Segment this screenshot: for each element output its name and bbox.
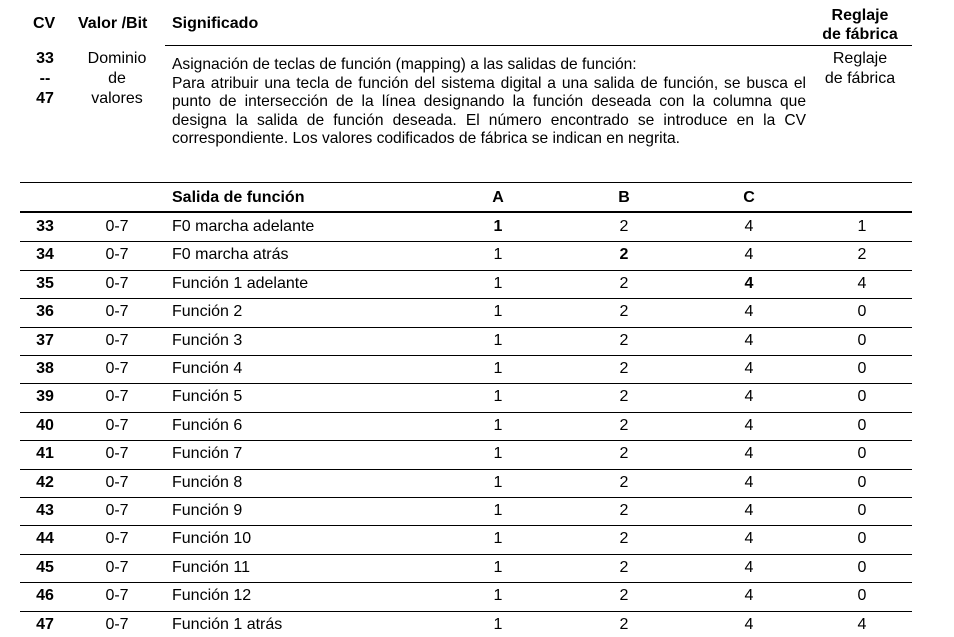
row-output-a: 1 [493,416,503,434]
row-function-name: Función 5 [172,388,243,406]
row-cv: 38 [36,360,54,377]
row-output-c: 4 [744,416,754,434]
intro-description [172,56,806,149]
row-divider [20,383,912,384]
row-divider [20,440,912,441]
row-output-c: 4 [744,473,754,491]
row-function-name: Función 1 atrás [172,615,283,633]
row-range: 0-7 [105,360,129,377]
row-factory-value: 0 [857,303,867,321]
row-range: 0-7 [105,615,129,633]
row-divider [20,355,912,356]
row-output-c: 4 [744,530,754,548]
row-function-name: Función 2 [172,303,243,321]
header-rule [165,45,912,46]
row-cv: 40 [36,416,54,434]
row-output-b: 2 [619,445,629,463]
row-function-name: Función 11 [172,558,250,576]
row-function-name: Función 3 [172,331,243,349]
row-output-a: 1 [493,587,503,605]
subheader-c: C [743,189,755,206]
subheader-salida: Salida de función [172,189,305,206]
row-output-b: 2 [619,530,629,548]
row-output-b: 2 [619,473,629,491]
intro-range-line1: Dominio [87,50,147,67]
header-reglaje-line1: Reglaje [831,7,889,24]
row-function-name: Función 12 [172,587,252,605]
row-output-c: 4 [744,587,754,605]
row-factory-value: 0 [857,530,867,548]
row-divider [20,582,912,583]
row-function-name: Función 9 [172,502,243,519]
row-function-name: F0 marcha atrás [172,246,289,264]
header-reglaje [800,6,920,44]
intro-cv-range [20,49,70,109]
row-output-b: 2 [619,218,629,235]
row-factory-value: 0 [857,473,867,491]
row-factory-value: 0 [857,388,867,406]
row-factory-value: 1 [857,218,867,235]
row-output-b: 2 [619,502,629,519]
row-output-c: 4 [744,274,754,292]
row-output-b: 2 [619,274,629,292]
row-output-a: 1 [493,388,503,406]
row-factory-value: 4 [857,274,867,292]
header-cv: CV [33,15,56,32]
row-output-c: 4 [744,303,754,321]
row-cv: 43 [36,502,54,519]
row-factory-value: 4 [857,615,867,633]
subheader-rule [20,211,912,213]
row-range: 0-7 [105,445,129,463]
row-range: 0-7 [105,530,129,548]
intro-cv-from: 33 [36,50,54,67]
intro-title: Asignación de teclas de función (mapping) a las salidas de función: [172,56,637,73]
row-output-b: 2 [619,246,629,264]
row-output-a: 1 [493,246,503,264]
row-cv: 41 [36,445,54,463]
row-range: 0-7 [105,274,129,292]
subheader-b: B [618,189,630,206]
intro-value-range [72,49,162,109]
row-output-a: 1 [493,360,503,377]
row-output-b: 2 [619,303,629,321]
row-divider [20,497,912,498]
row-function-name: Función 1 adelante [172,274,309,292]
row-output-a: 1 [493,218,503,235]
row-factory-value: 2 [857,246,867,264]
row-cv: 44 [36,530,54,548]
row-cv: 42 [36,473,54,491]
row-function-name: Función 10 [172,530,252,548]
row-output-a: 1 [493,445,503,463]
row-output-c: 4 [744,388,754,406]
row-cv: 34 [36,246,54,264]
row-output-a: 1 [493,615,503,633]
intro-range-line3: valores [91,90,143,107]
row-factory-value: 0 [857,331,867,349]
intro-rule [20,182,912,183]
row-cv: 47 [36,615,54,633]
row-range: 0-7 [105,218,129,235]
intro-cv-dash: -- [39,70,51,87]
intro-range-line2: de [108,70,126,87]
row-range: 0-7 [105,388,129,406]
row-output-a: 1 [493,331,503,349]
row-range: 0-7 [105,246,129,264]
header-significado: Significado [172,15,259,32]
row-divider [20,525,912,526]
row-output-b: 2 [619,558,629,576]
row-function-name: Función 4 [172,360,243,377]
header-reglaje-line2: de fábrica [822,26,898,43]
row-output-b: 2 [619,331,629,349]
row-cv: 36 [36,303,54,321]
row-cv: 35 [36,274,54,292]
row-output-c: 4 [744,331,754,349]
row-output-a: 1 [493,274,503,292]
row-cv: 39 [36,388,54,406]
row-factory-value: 0 [857,502,867,519]
row-range: 0-7 [105,473,129,491]
row-output-b: 2 [619,587,629,605]
row-cv: 37 [36,331,54,349]
row-output-c: 4 [744,218,754,235]
row-divider [20,241,912,242]
row-output-c: 4 [744,360,754,377]
row-output-c: 4 [744,615,754,633]
row-output-b: 2 [619,615,629,633]
row-output-c: 4 [744,502,754,519]
intro-reglaje [800,49,920,89]
row-factory-value: 0 [857,360,867,377]
row-output-a: 1 [493,502,503,519]
row-range: 0-7 [105,587,129,605]
row-output-a: 1 [493,530,503,548]
intro-body: Para atribuir una tecla de función del sistema digital a una salida de función, se busca el punto de intersección de la línea designando la función deseada con la columna que designa la salida de función deseada. El número encontrado se introduce en la CV correspondiente. Los valores codificados de fábrica se indican en negrita. [172,74,806,148]
row-factory-value: 0 [857,416,867,434]
row-function-name: Función 6 [172,416,243,434]
row-output-c: 4 [744,445,754,463]
row-factory-value: 0 [857,587,867,605]
row-output-a: 1 [493,303,503,321]
row-output-b: 2 [619,416,629,434]
row-range: 0-7 [105,331,129,349]
row-range: 0-7 [105,303,129,321]
row-output-a: 1 [493,473,503,491]
intro-reglaje-line2: de fábrica [824,70,896,87]
intro-cv-to: 47 [36,90,54,107]
row-output-a: 1 [493,558,503,576]
row-output-c: 4 [744,246,754,264]
row-factory-value: 0 [857,445,867,463]
row-function-name: Función 8 [172,473,243,491]
header-valor-bit: Valor /Bit [78,15,148,32]
row-cv: 45 [36,558,54,576]
row-cv: 33 [36,218,54,235]
row-function-name: F0 marcha adelante [172,218,315,235]
row-output-c: 4 [744,558,754,576]
intro-reglaje-line1: Reglaje [832,50,888,67]
row-divider [20,298,912,299]
row-output-b: 2 [619,360,629,377]
row-function-name: Función 7 [172,445,243,463]
row-output-b: 2 [619,388,629,406]
row-range: 0-7 [105,558,129,576]
subheader-a: A [492,189,504,206]
row-factory-value: 0 [857,558,867,576]
row-cv: 46 [36,587,54,605]
row-range: 0-7 [105,502,129,519]
row-range: 0-7 [105,416,129,434]
